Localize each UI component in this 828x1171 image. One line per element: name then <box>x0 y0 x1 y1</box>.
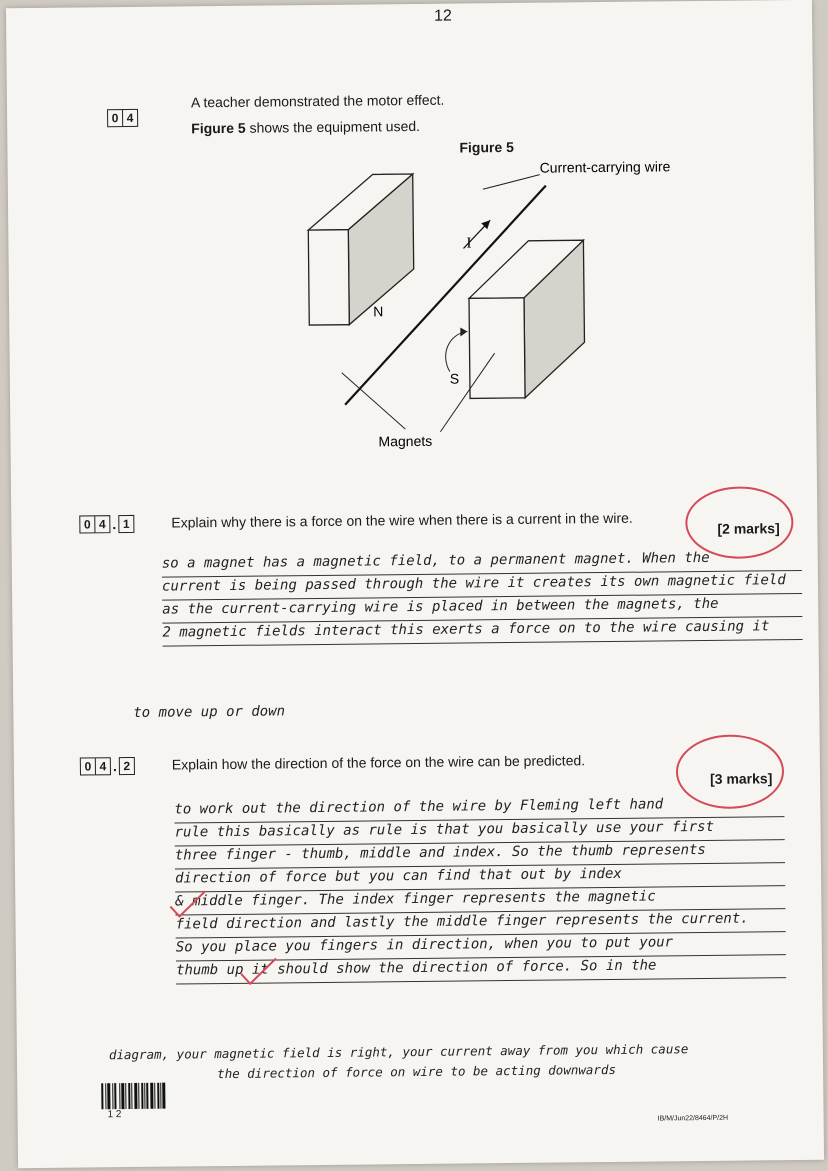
answer-line: the direction of force on wire to be acting downwards <box>217 1061 617 1082</box>
part1-marks: [2 marks] <box>717 520 780 537</box>
part1-number: 0 4 . 1 <box>79 515 134 534</box>
paper-code: IB/M/Jun22/8464/P/2H <box>657 1114 729 1123</box>
answer-line: so a magnet has a magnetic field, to a permanent magnet. When the <box>161 549 710 572</box>
current-label: I <box>466 235 472 252</box>
part2-prompt: Explain how the direction of the force on the wire can be predicted. <box>171 752 586 773</box>
answer-line: rule this basically as rule is that you basically use your first <box>174 818 715 841</box>
tick-mark <box>236 953 296 994</box>
exam-page <box>6 0 824 1168</box>
tick-mark <box>165 886 225 927</box>
part1-prompt: Explain why there is a force on the wire when there is a current in the wire. <box>171 509 633 531</box>
answer-line: to move up or down <box>133 703 286 721</box>
question-intro: A teacher demonstrated the motor effect. <box>190 91 445 111</box>
answer-line: three finger - thumb, middle and index. So the thumb represents <box>174 841 706 864</box>
answer-line: 2 magnetic fields interact this exerts a force on to the wire causing it <box>162 618 770 641</box>
answer-line: as the current-carrying wire is placed in between the magnets, the <box>162 595 719 618</box>
part2-marks: [3 marks] <box>709 770 773 787</box>
magnets-label: Magnets <box>378 432 433 450</box>
answer-line: direction of force but you can find that out by index <box>174 865 622 887</box>
question-number-box: 0 4 <box>107 109 138 127</box>
wire-label: Current-carrying wire <box>539 158 671 176</box>
figure-title: Figure 5 <box>459 138 514 156</box>
answer-line: & middle finger. The index finger represents the magnetic <box>175 888 656 910</box>
north-label: N <box>373 303 384 320</box>
magnet-north-block <box>308 174 415 325</box>
motor-effect-diagram <box>278 150 751 465</box>
answer-line: current is being passed through the wire it creates its own magnetic field <box>161 572 786 595</box>
magnet-south-block <box>468 240 585 398</box>
south-label: S <box>449 370 460 387</box>
answer-line: thumb up it should show the direction of force. So in the <box>175 957 657 979</box>
barcode-number: 1 2 <box>107 1109 122 1121</box>
part2-number: 0 4 . 2 <box>80 757 135 776</box>
answer-line: to work out the direction of the wire by Fleming left hand <box>174 796 664 818</box>
part1-answer <box>162 548 803 647</box>
answer-line: field direction and lastly the middle finger represents the current. <box>175 910 749 933</box>
answer-line: diagram, your magnetic field is right, your current away from you which cause <box>108 1041 689 1063</box>
barcode <box>101 1083 165 1121</box>
answer-line: So you place you fingers in direction, when you to put your <box>175 934 674 956</box>
page-number: 12 <box>433 7 452 25</box>
figure-reference: Figure 5 shows the equipment used. <box>191 117 421 137</box>
